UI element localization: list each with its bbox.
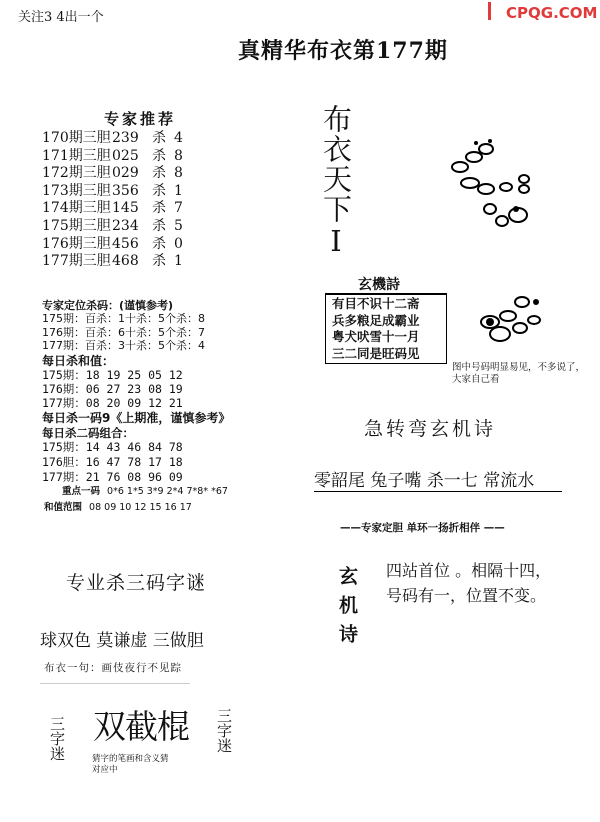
single-pick-line: ——专家定胆 单环一扬折相伴 —— [340, 522, 505, 534]
xuan-poem2-line: 四站首位 。相隔十四， [386, 561, 552, 580]
top-note: 关注3 4出一个 [18, 10, 104, 25]
ball-line: 球双色 莫谦虚 三做胆 [40, 631, 204, 651]
urgent-poem-underline [314, 491, 562, 492]
focus-value: 0*6 1*5 3*9 2*4 7*8* *67 [107, 486, 228, 497]
riddle-hint [92, 754, 169, 776]
bead-knot-drawing [470, 288, 560, 358]
daily-two-row: 175期：14 43 46 84 78 [42, 440, 183, 454]
divider [40, 683, 190, 684]
sum-range-label: 和值范围 [44, 502, 83, 513]
urgent-poem-line: 零韶尾 兔子嘴 杀一七 常流水 [314, 471, 535, 491]
sum-range-value: 08 09 10 12 15 16 17 [89, 502, 192, 513]
focus-label: 重点一码 [62, 486, 101, 497]
xuan-poem2-label: 玄机诗 [336, 566, 358, 653]
daily-sum-row: 175期：18 19 25 05 12 [42, 368, 183, 382]
poem-line: 有目不识十二斋 [332, 296, 420, 311]
expert-row: 170期三胆239 杀 4 [42, 130, 183, 146]
kill-three-heading: 专业杀三码字谜 [66, 572, 207, 594]
expert-row: 174期三胆145 杀 7 [42, 200, 183, 217]
bead-chain-drawing [430, 135, 550, 235]
fixed-kill-row: 177期：百杀：3十杀：5个杀：4 [42, 339, 205, 352]
urgent-poem-heading: 急转弯玄机诗 [364, 418, 497, 440]
daily-two-list [42, 440, 183, 485]
daily-two-row: 176胆：16 47 78 17 18 [42, 455, 183, 469]
daily-one-heading: 每日杀一码9《上期准，谨慎参考》 [42, 411, 231, 425]
fixed-kill-heading: 专家定位杀码：(谨慎参考) [42, 299, 174, 312]
xuanji-caption: 图中号码明显易见，不多说了，大家自己看 [452, 362, 586, 385]
expert-row: 177期三胆468 杀 1 [42, 253, 183, 270]
daily-two-row: 177期：21 76 08 96 09 [42, 470, 183, 484]
expert-row: 175期三胆234 杀 5 [42, 217, 183, 234]
poem-line: 兵多粮足成霸业 [332, 312, 420, 328]
poem-line: 三二同是旺码见 [332, 345, 420, 361]
riddle-right-label: 三字迷 [215, 708, 233, 753]
daily-sum-list [42, 368, 183, 410]
riddle-hint-line: 猜字的笔画和含义猜 [92, 754, 169, 764]
daily-two-heading: 每日杀二码组合： [42, 426, 134, 440]
xuanji-poem-lines [332, 296, 420, 362]
daily-sum-row: 177期：08 20 09 12 21 [42, 396, 183, 410]
buyi-tianxia-vertical: 布衣天下I [319, 104, 353, 259]
expert-row: 172期三胆029 杀 8 [42, 165, 183, 182]
focus-row [62, 483, 228, 497]
expert-row: 176期三胆456 杀 0 [42, 235, 183, 252]
riddle-left-label: 三字迷 [48, 716, 66, 761]
expert-row: 173期三胆356 杀 1 [42, 182, 183, 199]
daily-sum-row: 176期：06 27 23 08 19 [42, 382, 183, 396]
riddle-main: 双截棍 [93, 707, 189, 746]
expert-recommend-heading: 专家推荐 [104, 110, 177, 128]
poem-line: 粤犬吠雪十一月 [332, 329, 420, 344]
sum-range-row [44, 499, 192, 513]
xuan-poem2-line: 号码有一，位置不变。 [386, 586, 547, 605]
buyi-line: 布衣一句：画伎夜行不见踪 [44, 662, 182, 674]
page-title: 真精华布衣第177期 [238, 38, 448, 64]
xuanji-poem-heading: 玄機詩 [358, 277, 400, 293]
daily-sum-heading: 每日杀和值： [42, 354, 115, 368]
watermark-bar [488, 2, 491, 20]
expert-recommend-list [42, 130, 183, 271]
fixed-kill-list [42, 312, 205, 353]
fixed-kill-row: 175期：百杀：1十杀：5个杀：8 [42, 312, 205, 325]
watermark-logo: CPQG.COM [506, 4, 598, 22]
fixed-kill-row: 176期：百杀：6十杀：5个杀：7 [42, 325, 205, 339]
xuan-poem2-body [386, 558, 551, 608]
riddle-hint-line: 对应中 [92, 765, 118, 775]
expert-row: 171期三胆025 杀 8 [42, 147, 183, 164]
